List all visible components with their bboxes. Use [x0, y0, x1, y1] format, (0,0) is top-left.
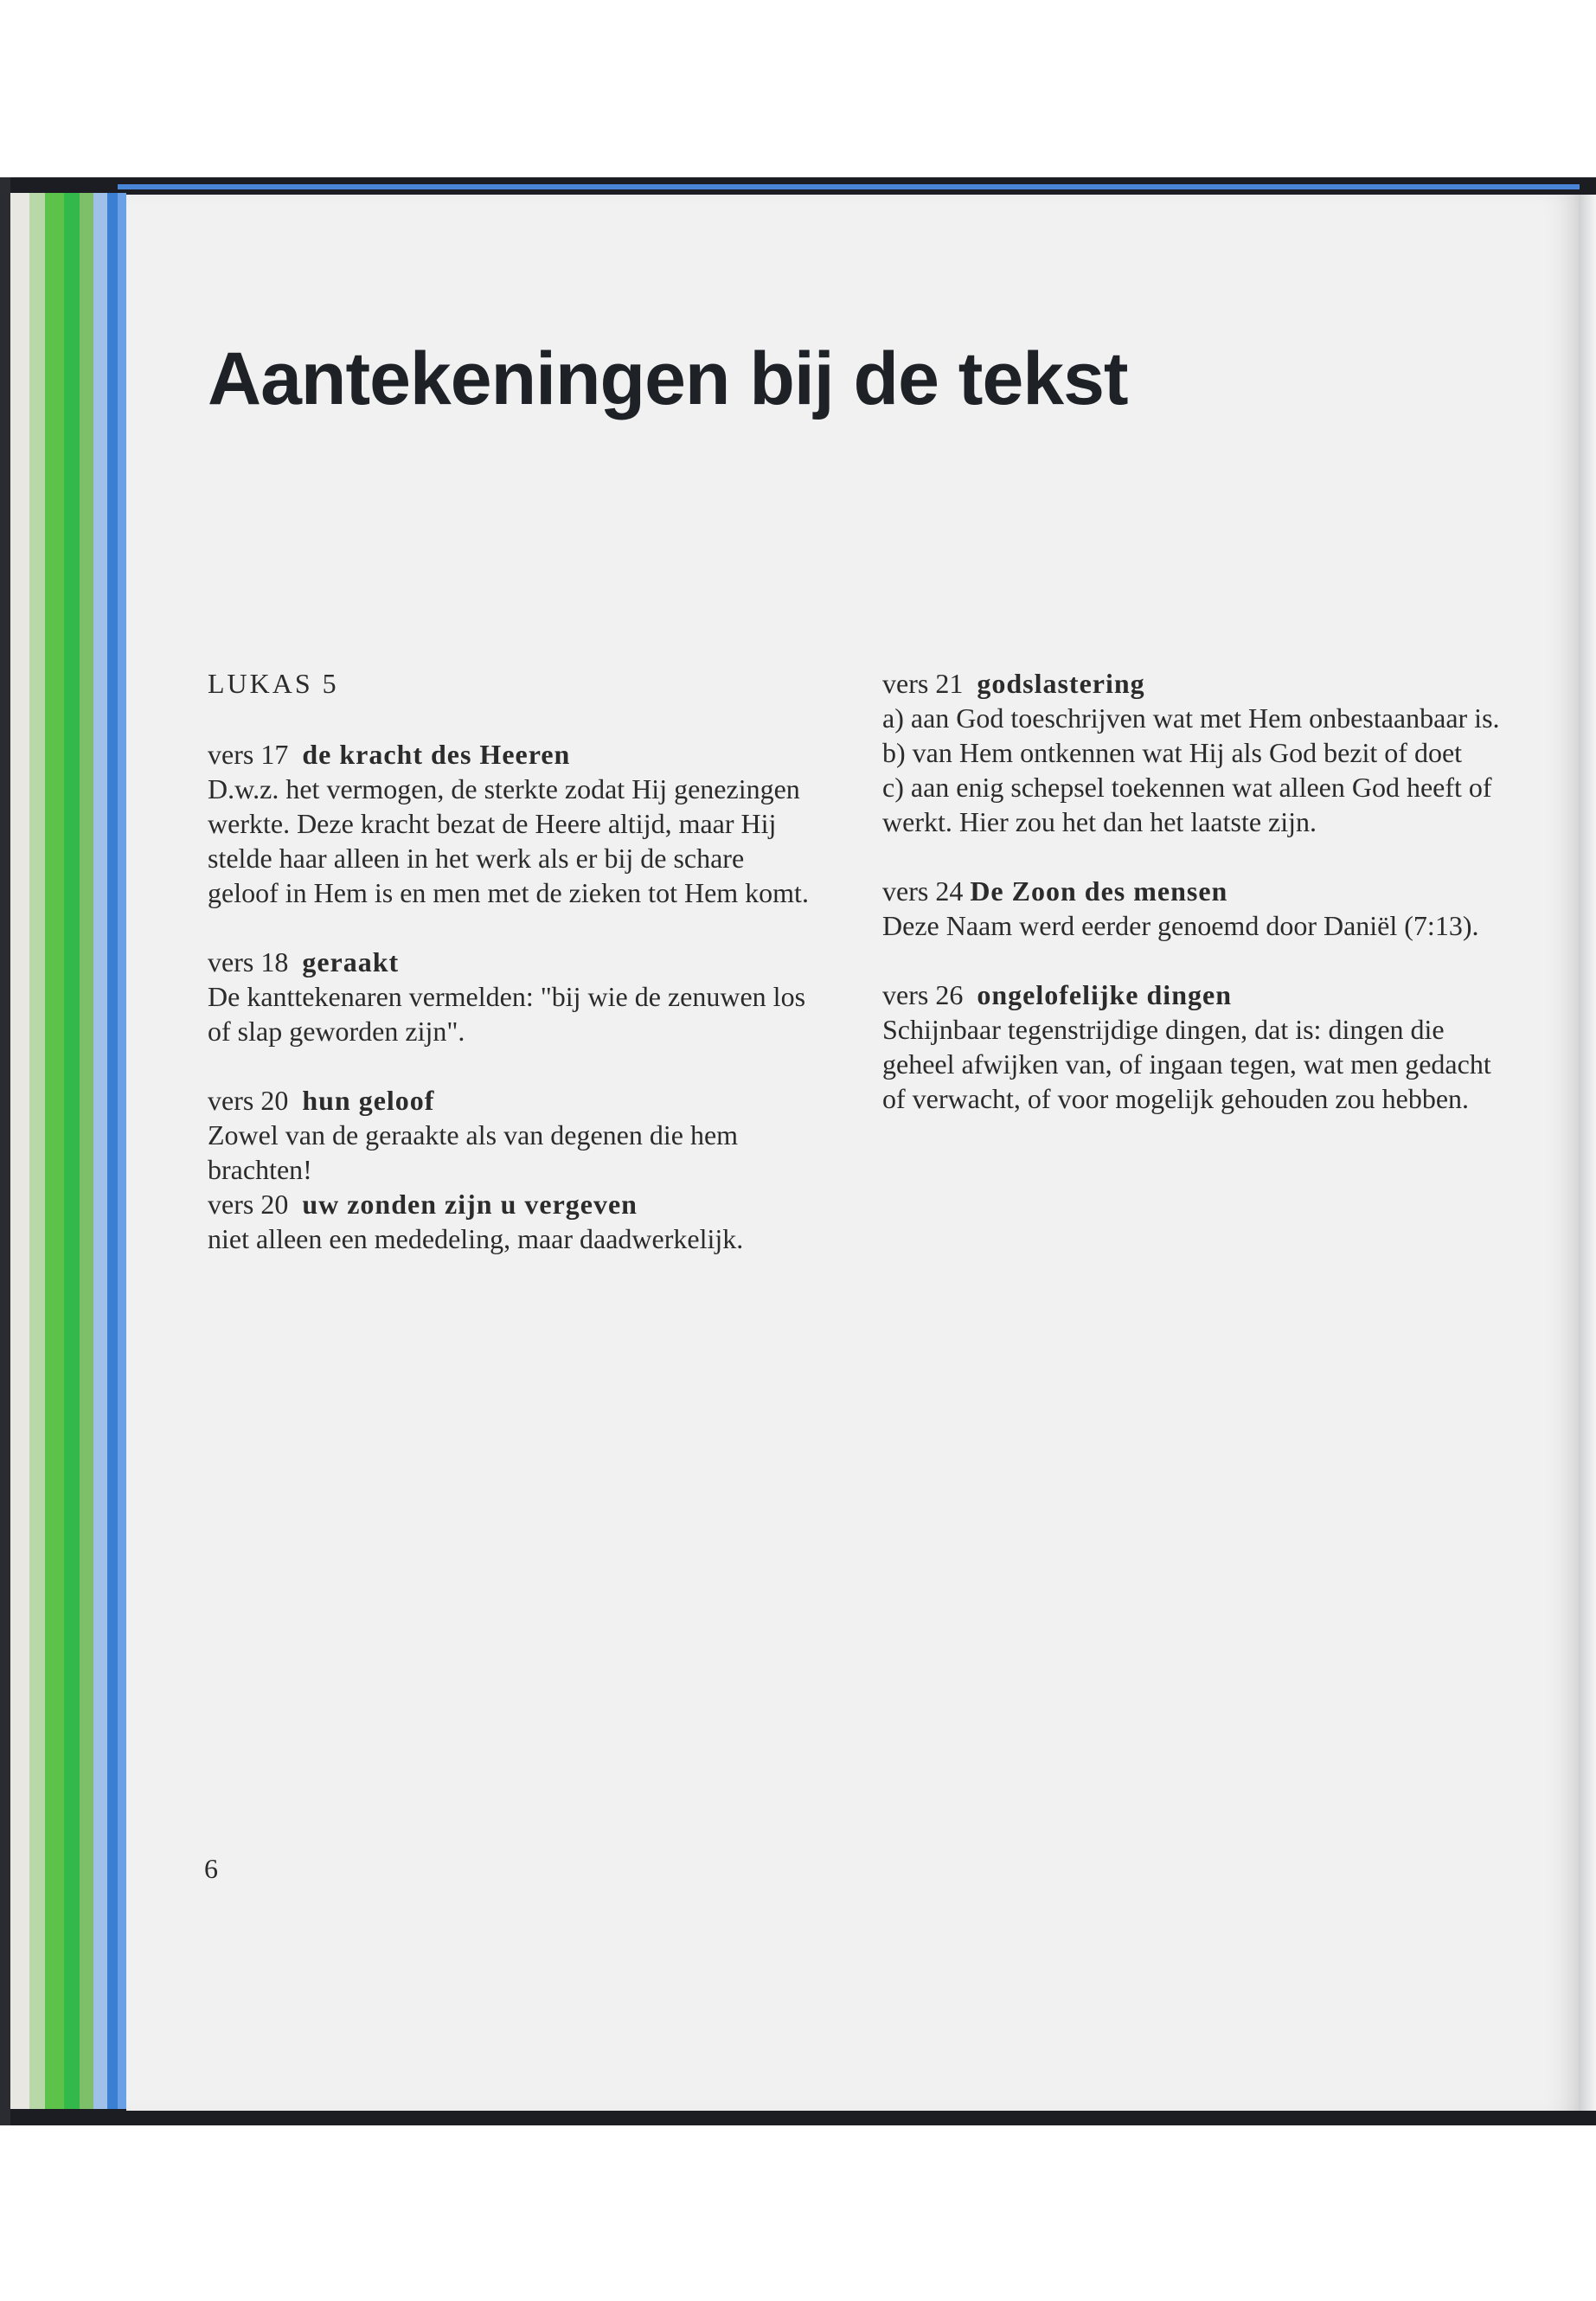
page-edge-green-pale	[80, 193, 93, 2109]
note-entry	[208, 945, 813, 1048]
page-edge-green-dark	[64, 193, 80, 2109]
page-edge-light-green	[29, 193, 45, 2109]
verse-ref: vers 21	[882, 668, 964, 699]
verse-keyword: ongelofelijke dingen	[977, 979, 1232, 1010]
note-entry	[208, 1187, 813, 1256]
note-text: De kanttekenaren vermelden: "bij wie de zenuwen los of slap geworden zijn".	[208, 981, 806, 1047]
page-number: 6	[204, 1853, 218, 1884]
verse-line	[882, 874, 1505, 908]
verse-line	[208, 1187, 813, 1221]
chapter-heading: LUKAS 5	[208, 668, 339, 699]
right-column	[882, 666, 1505, 1150]
verse-line	[208, 737, 813, 772]
note-text: D.w.z. het vermogen, de sterkte zodat Hij genezingen werkte. Deze kracht bezat de Heere altijd, maar Hij stelde haar alleen in het werk als er bij de schare geloof in Hem is en men met de zieken tot Hem komt.	[208, 773, 809, 908]
note-text: Zowel van de geraakte als van degenen die hem brachten!	[208, 1119, 739, 1185]
note-entry	[882, 666, 1505, 839]
verse-ref: vers 20	[208, 1085, 289, 1116]
note-entry	[208, 737, 813, 910]
note-entry	[882, 874, 1505, 943]
verse-keyword: de kracht des Heeren	[302, 739, 571, 770]
verse-line	[882, 977, 1505, 1012]
page-edge-green	[45, 193, 64, 2109]
verse-line	[882, 666, 1505, 701]
verse-keyword: hun geloof	[302, 1085, 435, 1116]
note-text: Schijnbaar tegenstrijdige dingen, dat is: dingen die geheel afwijken van, of ingaan tegen, wat men gedacht of verwacht, of voor mogelijk gehouden zou hebben.	[882, 1014, 1491, 1114]
verse-ref: vers 18	[208, 946, 289, 977]
verse-ref: vers 26	[882, 979, 964, 1010]
page-edge-blue-light	[118, 193, 126, 2109]
note-entry	[882, 977, 1505, 1116]
page-edge-blue	[107, 193, 118, 2109]
verse-keyword: godslastering	[977, 668, 1145, 699]
verse-ref: vers 17	[208, 739, 289, 770]
verse-line	[208, 1083, 813, 1118]
verse-ref: vers 20	[208, 1189, 289, 1220]
verse-line	[208, 945, 813, 979]
verse-ref: vers 24	[882, 875, 964, 907]
page-edge-light-blue	[93, 193, 107, 2109]
note-text: niet alleen een mededeling, maar daadwerkelijk.	[208, 1223, 744, 1254]
note-entry	[208, 1083, 813, 1187]
page-top-blue-line	[118, 184, 1580, 189]
right-page-edge	[1579, 195, 1596, 2111]
page-title: Aantekeningen bij de tekst	[208, 337, 1128, 420]
page-edge-white	[10, 193, 29, 2109]
note-text: a) aan God toeschrijven wat met Hem onbestaanbaar is. b) van Hem ontkennen wat Hij als God bezit of doet c) aan enig schepsel toekennen wat alleen God heeft of werkt. Hier zou het dan het laatste zijn.	[882, 702, 1500, 837]
verse-keyword: De Zoon des mensen	[970, 875, 1228, 907]
verse-keyword: geraakt	[302, 946, 400, 977]
left-column	[208, 666, 813, 1291]
book-spine-edge	[0, 177, 10, 2125]
note-text: Deze Naam werd eerder genoemd door Daniël (7:13).	[882, 910, 1479, 941]
verse-keyword: uw zonden zijn u vergeven	[302, 1189, 638, 1220]
